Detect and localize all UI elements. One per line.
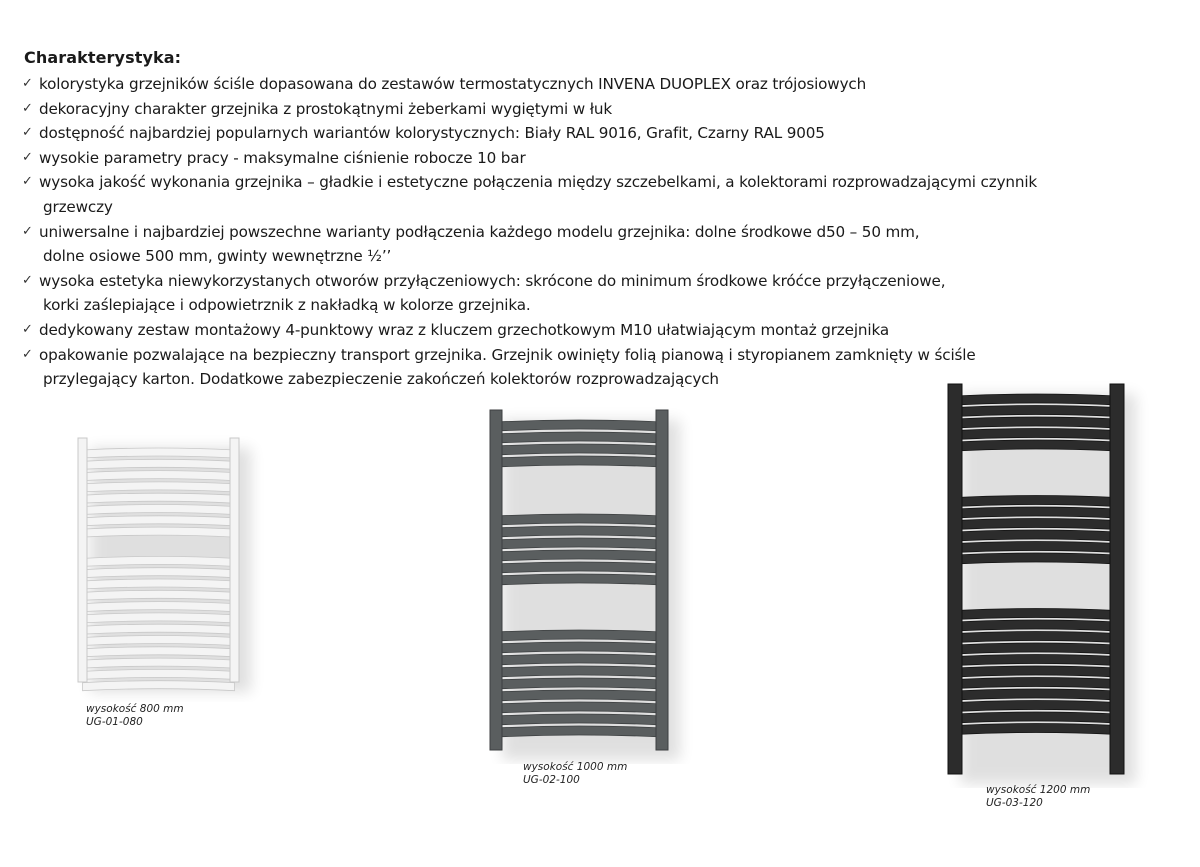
feature-text	[39, 146, 1182, 171]
radiator-bar	[955, 632, 1117, 643]
feature-line: dekoracyjny charakter grzejnika z prostokątnymi żeberkami wygiętymi w łuk	[39, 99, 612, 118]
feature-line: wysokie parametry pracy - maksymalne ciśnienie robocze 10 bar	[39, 148, 526, 167]
feature-item	[22, 318, 1182, 343]
radiator-bar	[496, 654, 662, 665]
radiator-bar	[496, 690, 662, 701]
radiator-bar	[496, 526, 662, 537]
feature-line: kolorystyka grzejników ściśle dopasowana do zestawów termostatycznych INVENA DUOPLEX oraz trójosiowych	[39, 75, 867, 93]
radiator-image-graphite	[484, 404, 694, 764]
checkmark-icon: ✓	[22, 223, 33, 239]
feature-line-continued: dolne osiowe 500 mm, gwinty wewnętrzne ½’’	[43, 247, 392, 266]
radiator-bar	[496, 574, 662, 585]
radiator-bar	[955, 406, 1117, 417]
feature-line-continued: przylegający karton. Dodatkowe zabezpieczenie zakończeń kolektorów rozprowadzających	[43, 370, 719, 389]
radiator-bar	[955, 701, 1117, 712]
radiator-bar	[955, 689, 1117, 700]
feature-text	[39, 220, 1182, 269]
feature-item	[22, 269, 1182, 318]
product-height-label: wysokość 1000 mm	[523, 761, 628, 773]
checkmark-icon: ✓	[22, 100, 33, 116]
feature-item	[22, 97, 1182, 122]
radiator-left-rail	[490, 410, 502, 750]
feature-text	[39, 121, 1182, 146]
radiator-bar	[955, 542, 1117, 553]
feature-text	[39, 72, 1182, 97]
radiator-bar	[955, 678, 1117, 689]
radiator-bar	[955, 530, 1117, 541]
radiator-right-rail	[1110, 384, 1124, 774]
product-height-label: wysokość 1200 mm	[986, 784, 1091, 796]
radiator-bar	[955, 620, 1117, 631]
radiator-bar	[955, 429, 1117, 440]
feature-item	[22, 146, 1182, 171]
radiator-bar	[955, 507, 1117, 518]
radiator-image-black	[942, 378, 1152, 788]
radiator-bar	[496, 642, 662, 653]
radiator-bar	[496, 726, 662, 737]
radiator-bar	[496, 630, 662, 641]
checkmark-icon: ✓	[22, 125, 33, 141]
feature-item	[22, 121, 1182, 146]
feature-item	[22, 72, 1182, 97]
radiator-bar	[496, 714, 662, 725]
checkmark-icon: ✓	[22, 272, 33, 288]
radiator-left-rail	[78, 438, 87, 682]
checkmark-icon: ✓	[22, 76, 33, 91]
product-caption-2	[523, 761, 627, 787]
feature-line: uniwersalne i najbardziej powszechne warianty podłączenia każdego modelu grzejnika: dolne środkowe d50 – 50 mm,	[39, 222, 920, 241]
feature-list	[22, 72, 1182, 392]
radiator-image-white	[70, 432, 270, 702]
feature-line: dostępność najbardziej popularnych wariantów kolorystycznych: Biały RAL 9016, Grafit, Czarny RAL 9005	[39, 124, 825, 143]
radiator-bar	[955, 609, 1117, 620]
radiator-bar	[955, 643, 1117, 654]
radiator-bar	[955, 666, 1117, 677]
product-code: UG-03-120	[986, 797, 1043, 809]
radiator-bar	[955, 724, 1117, 735]
feature-line: wysoka jakość wykonania grzejnika – gładkie i estetyczne połączenia między szczebelkami, a kolektorami rozprowadzającymi czynnik	[39, 173, 1038, 192]
feature-text	[39, 97, 1182, 122]
radiator-bar	[496, 666, 662, 677]
radiator-bar	[496, 538, 662, 549]
radiator-bar	[496, 444, 662, 455]
feature-line: opakowanie pozwalające na bezpieczny transport grzejnika. Grzejnik owinięty folią pianową i styropianem zamknięty w ściśle	[39, 345, 976, 364]
radiator-right-rail	[656, 410, 668, 750]
radiator-bar	[496, 562, 662, 573]
checkmark-icon: ✓	[22, 346, 33, 362]
radiator-bar	[496, 456, 662, 467]
checkmark-icon: ✓	[22, 321, 33, 337]
feature-line: dedykowany zestaw montażowy 4-punktowy wraz z kluczem grzechotkowym M10 ułatwiającym montaż grzejnika	[39, 320, 889, 339]
radiator-bar	[955, 496, 1117, 507]
feature-text	[39, 269, 1182, 318]
radiator-bar	[496, 550, 662, 561]
radiator-bar	[496, 432, 662, 443]
radiator-bar	[496, 420, 662, 431]
radiator-bar	[955, 417, 1117, 428]
radiator-bar	[496, 678, 662, 689]
radiator-bar	[955, 655, 1117, 666]
feature-line: wysoka estetyka niewykorzystanych otworów przyłączeniowych: skrócone do minimum środkowe króćce przyłączeniowe,	[39, 271, 946, 290]
feature-text	[39, 170, 1182, 219]
feature-line-continued: korki zaślepiające i odpowietrznik z nakładką w kolorze grzejnika.	[43, 296, 531, 315]
product-caption-3	[986, 784, 1090, 810]
product-code: UG-01-080	[86, 716, 143, 728]
radiator-left-rail	[948, 384, 962, 774]
feature-line-continued: grzewczy	[43, 197, 113, 216]
checkmark-icon: ✓	[22, 174, 33, 190]
radiator-bar	[955, 394, 1117, 405]
product-caption-1	[86, 703, 184, 729]
feature-item	[22, 170, 1182, 219]
product-code: UG-02-100	[523, 774, 580, 786]
radiator-right-rail	[230, 438, 239, 682]
characteristics-heading: Charakterystyka:	[24, 48, 182, 67]
feature-text	[39, 318, 1182, 343]
radiator-bar	[955, 712, 1117, 723]
radiator-bar	[496, 702, 662, 713]
checkmark-icon: ✓	[22, 149, 33, 165]
radiator-bar	[496, 514, 662, 525]
feature-item	[22, 220, 1182, 269]
product-height-label: wysokość 800 mm	[86, 703, 184, 715]
radiator-bar	[955, 440, 1117, 451]
radiator-bar	[955, 553, 1117, 564]
radiator-bar	[955, 519, 1117, 530]
